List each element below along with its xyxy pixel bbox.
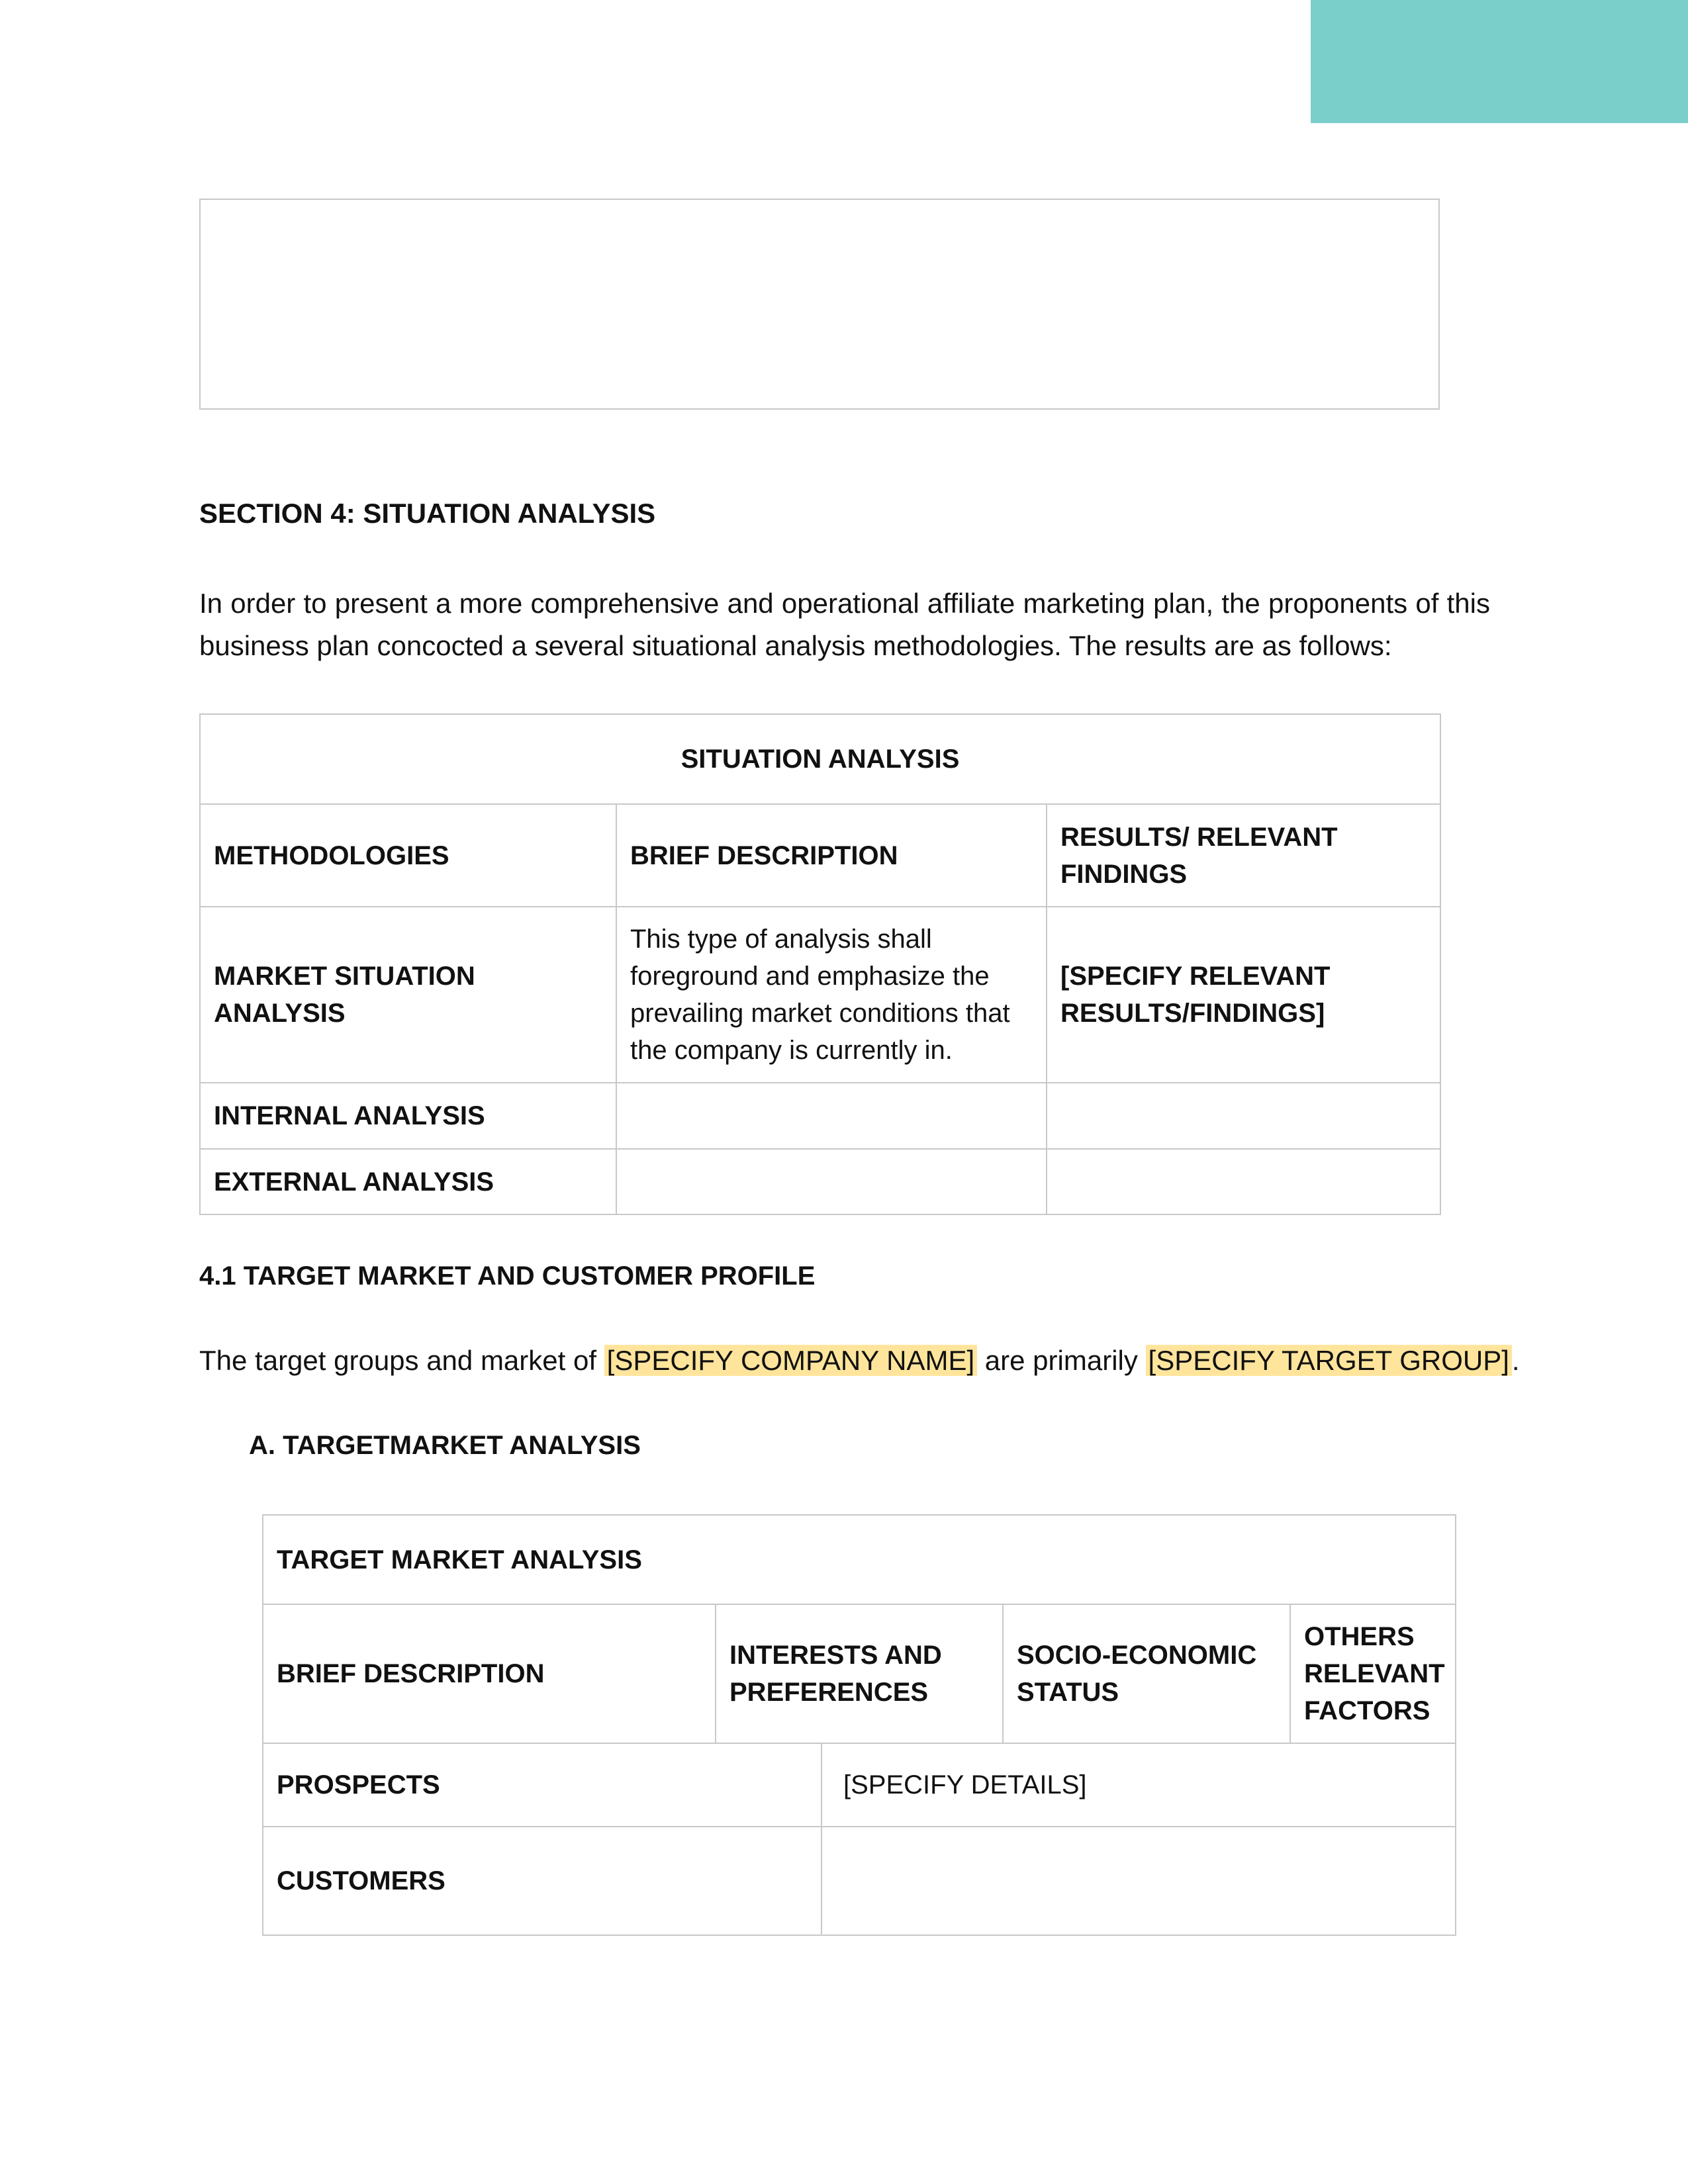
description-cell bbox=[616, 1149, 1047, 1214]
column-header: RESULTS/ RELEVANT FINDINGS bbox=[1047, 804, 1440, 907]
sentence-text: The target groups and market of bbox=[199, 1345, 604, 1376]
results-cell bbox=[1047, 1149, 1440, 1214]
row-label: PROSPECTS bbox=[263, 1743, 821, 1827]
company-name-placeholder: [SPECIFY COMPANY NAME] bbox=[604, 1345, 977, 1376]
column-header: OTHERS RELEVANT FACTORS bbox=[1290, 1604, 1456, 1743]
table-row bbox=[200, 907, 1440, 1083]
table-title: SITUATION ANALYSIS bbox=[200, 714, 1440, 804]
details-cell: [SPECIFY DETAILS] bbox=[821, 1743, 1456, 1827]
target-group-placeholder: [SPECIFY TARGET GROUP] bbox=[1146, 1345, 1512, 1376]
table-row bbox=[200, 1149, 1440, 1214]
description-cell: This type of analysis shall foreground and emphasize the prevailing market conditions that the company is currently in. bbox=[616, 907, 1047, 1083]
results-cell bbox=[1047, 1083, 1440, 1149]
column-header: METHODOLOGIES bbox=[200, 804, 616, 907]
list-item-heading: A. TARGETMARKET ANALYSIS bbox=[249, 1431, 641, 1460]
table-row bbox=[263, 1743, 1456, 1827]
row-label: CUSTOMERS bbox=[263, 1827, 821, 1935]
situation-analysis-table bbox=[199, 713, 1441, 1215]
corner-accent-tab bbox=[1311, 0, 1688, 123]
section-heading: SECTION 4: SITUATION ANALYSIS bbox=[199, 498, 656, 529]
column-header: BRIEF DESCRIPTION bbox=[263, 1604, 716, 1743]
sentence-text: . bbox=[1511, 1345, 1520, 1376]
subsection-heading: 4.1 TARGET MARKET AND CUSTOMER PROFILE bbox=[199, 1261, 816, 1291]
row-label: EXTERNAL ANALYSIS bbox=[200, 1149, 616, 1214]
row-label: MARKET SITUATION ANALYSIS bbox=[200, 907, 616, 1083]
table-row bbox=[263, 1827, 1456, 1935]
column-header: INTERESTS AND PREFERENCES bbox=[716, 1604, 1003, 1743]
table-title: TARGET MARKET ANALYSIS bbox=[263, 1515, 1456, 1604]
column-header: BRIEF DESCRIPTION bbox=[616, 804, 1047, 907]
target-market-table bbox=[262, 1514, 1456, 1936]
intro-paragraph: In order to present a more comprehensive and operational affiliate marketing plan, the proponents of this business plan concocted a several situational analysis methodologies. The results are as follows: bbox=[199, 588, 1490, 661]
results-cell: [SPECIFY RELEVANT RESULTS/FINDINGS] bbox=[1047, 907, 1440, 1083]
row-label: INTERNAL ANALYSIS bbox=[200, 1083, 616, 1149]
table-row bbox=[200, 1083, 1440, 1149]
sentence-text: are primarily bbox=[977, 1345, 1146, 1376]
target-sentence bbox=[199, 1345, 1520, 1377]
description-cell bbox=[616, 1083, 1047, 1149]
details-cell bbox=[821, 1827, 1456, 1935]
column-header: SOCIO-ECONOMIC STATUS bbox=[1003, 1604, 1290, 1743]
empty-text-box bbox=[199, 199, 1440, 410]
